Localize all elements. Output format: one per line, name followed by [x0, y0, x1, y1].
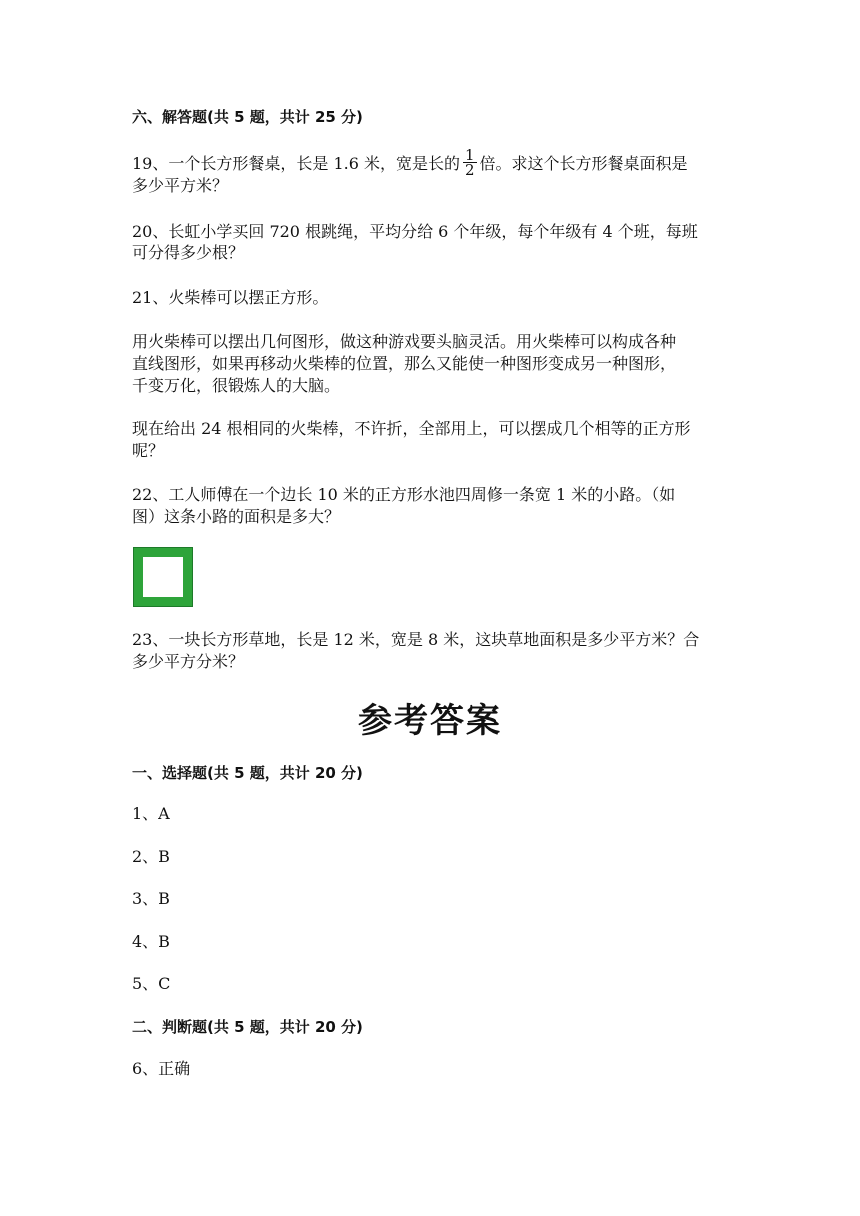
- question-21-paragraph-line1: 用火柴棒可以摆出几何图形，做这种游戏要头脑灵活。用火柴棒可以构成各种: [132, 332, 677, 351]
- fraction-denominator: 2: [464, 161, 475, 179]
- section1-heading: 一、选择题(共 5 题，共计 20 分): [132, 764, 363, 782]
- answer-item: 6、正确: [132, 1059, 191, 1078]
- answer-item: 1、A: [132, 804, 170, 823]
- answer-item: 5、C: [132, 974, 171, 993]
- fraction-numerator: 1: [464, 146, 475, 164]
- question-21-paragraph-line3: 千变万化，很锻炼人的大脑。: [132, 376, 341, 395]
- fraction-one-half: [463, 148, 477, 177]
- question-20-line1: 20、长虹小学买回 720 根跳绳，平均分给 6 个年级，每个年级有 4 个班，每班: [132, 222, 698, 241]
- pool-path-figure: [134, 548, 192, 606]
- question-22-line1: 22、工人师傅在一个边长 10 米的正方形水池四周修一条宽 1 米的小路。（如: [132, 485, 676, 504]
- question-21-task-line1: 现在给出 24 根相同的火柴棒，不许折，全部用上，可以摆成几个相等的正方形: [132, 419, 691, 438]
- answer-item: 2、B: [132, 847, 170, 866]
- section2-heading: 二、判断题(共 5 题，共计 20 分): [132, 1018, 363, 1036]
- question-23-line2: 多少平方分米？: [132, 652, 245, 671]
- answers-title: 参考答案: [358, 701, 502, 741]
- q19-text-after: 倍。求这个长方形餐桌面积是: [479, 154, 688, 173]
- q19-text-before: 19、一个长方形餐桌，长是 1.6 米，宽是长的: [132, 154, 460, 173]
- question-19-line2: 多少平方米？: [132, 176, 229, 195]
- question-20-line2: 可分得多少根？: [132, 243, 245, 262]
- answer-item: 3、B: [132, 889, 170, 908]
- answer-item: 4、B: [132, 932, 170, 951]
- section6-heading: 六、解答题(共 5 题，共计 25 分): [132, 108, 363, 126]
- question-21-task-line2: 呢？: [132, 441, 165, 460]
- question-22-line2: 图）这条小路的面积是多大？: [132, 507, 341, 526]
- question-21-paragraph-line2: 直线图形，如果再移动火柴棒的位置，那么又能使一种图形变成另一种图形，: [132, 354, 677, 373]
- question-23-line1: 23、一块长方形草地，长是 12 米，宽是 8 米，这块草地面积是多少平方米？合: [132, 630, 700, 649]
- question-21-line1: 21、火柴棒可以摆正方形。: [132, 288, 329, 307]
